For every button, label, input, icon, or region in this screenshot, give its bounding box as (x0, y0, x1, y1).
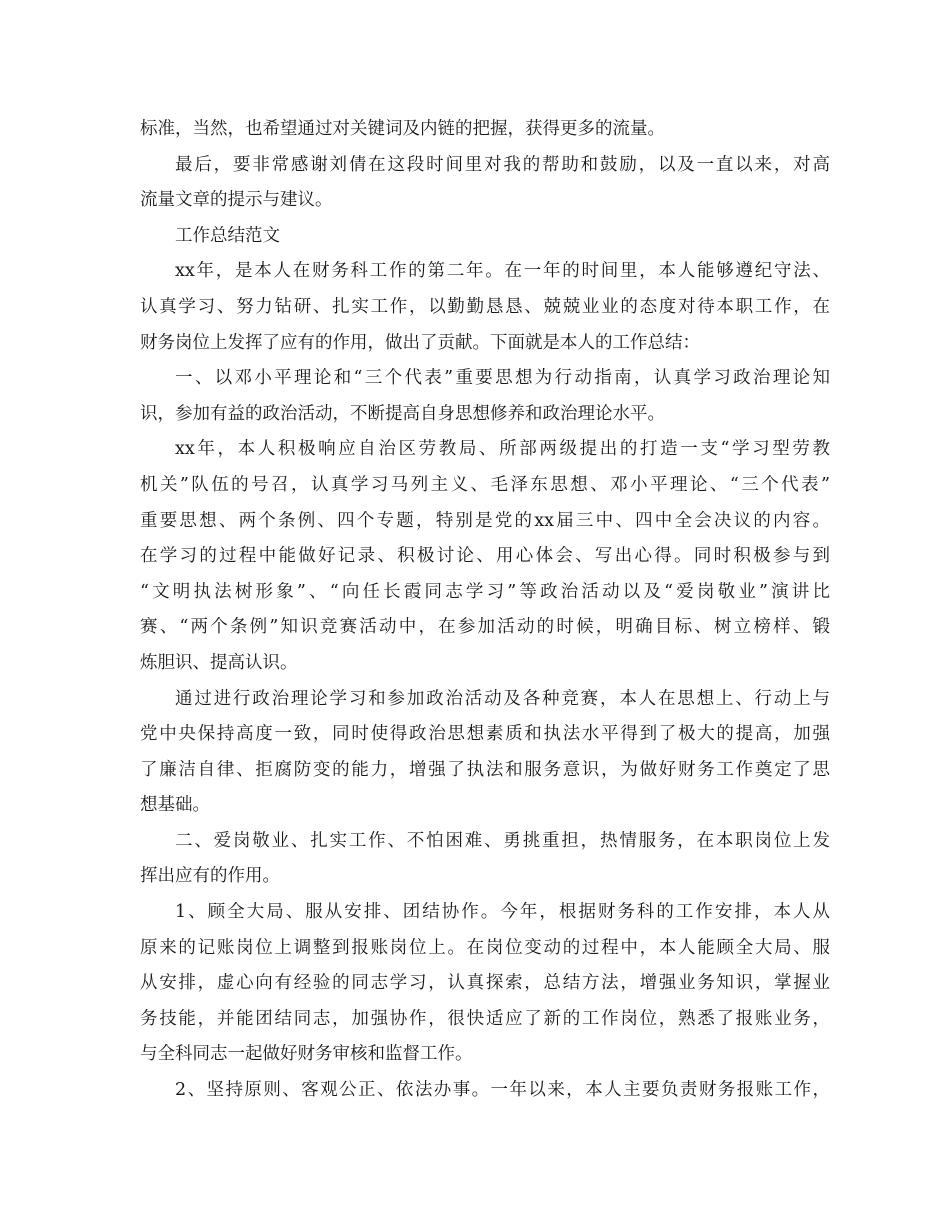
text-line: 最后，要非常感谢刘倩在这段时间里对我的帮助和鼓励，以及一直以来，对高 (175, 154, 830, 175)
text-line: 务技能，并能团结同志，加强协作，很快适应了新的工作岗位，熟悉了报账业务， (140, 1008, 830, 1029)
text-line: 通过进行政治理论学习和参加政治活动及各种竞赛，本人在思想上、行动上与 (175, 688, 830, 709)
text-line: 从安排，虚心向有经验的同志学习，认真探索，总结方法，增强业务知识，掌握业 (140, 973, 830, 994)
text-line: 在学习的过程中能做好记录、积极讨论、用心体会、写出心得。同时积极参与到 (140, 546, 830, 567)
text-line: 重要思想、两个条例、四个专题，特别是党的xx届三中、四中全会决议的内容。 (140, 510, 830, 531)
text-line: 党中央保持高度一致，同时使得政治思想素质和执法水平得到了极大的提高，加强 (140, 724, 830, 745)
text-line: 想基础。 (140, 795, 210, 816)
text-line: 2、坚持原则、客观公正、依法办事。一年以来，本人主要负责财务报账工作， (175, 1080, 830, 1101)
text-line: 与全科同志一起做好财务审核和监督工作。 (140, 1044, 473, 1065)
document-body (140, 112, 830, 1109)
text-line: 1、顾全大局、服从安排、团结协作。今年，根据财务科的工作安排，本人从 (175, 902, 830, 923)
text-line: 识，参加有益的政治活动，不断提高自身思想修养和政治理论水平。 (140, 403, 665, 424)
text-line: 流量文章的提示与建议。 (140, 190, 333, 211)
text-line: 炼胆识、提高认识。 (140, 652, 298, 673)
text-line: 二、爱岗敬业、扎实工作、不怕困难、勇挑重担，热情服务，在本职岗位上发 (175, 830, 830, 851)
text-line: 赛、“两个条例”知识竞赛活动中，在参加活动的时候，明确目标、树立榜样、锻 (140, 617, 830, 638)
text-line: 财务岗位上发挥了应有的作用，做出了贡献。下面就是本人的工作总结： (140, 332, 700, 353)
text-line: 挥出应有的作用。 (140, 866, 280, 887)
text-line: xx年，是本人在财务科工作的第二年。在一年的时间里，本人能够遵纪守法、 (175, 261, 830, 282)
text-line: xx年，本人积极响应自治区劳教局、所部两级提出的打造一支“学习型劳教 (175, 439, 830, 460)
section-heading: 工作总结范文 (175, 225, 280, 246)
text-line: 原来的记账岗位上调整到报账岗位上。在岗位变动的过程中，本人能顾全大局、服 (140, 937, 830, 958)
text-line: 标准，当然，也希望通过对关键词及内链的把握，获得更多的流量。 (140, 119, 665, 139)
text-line: 一、以邓小平理论和“三个代表”重要思想为行动指南，认真学习政治理论知 (175, 368, 830, 389)
text-line: 了廉洁自律、拒腐防变的能力，增强了执法和服务意识，为做好财务工作奠定了思 (140, 759, 830, 780)
text-line: 认真学习、努力钻研、扎实工作，以勤勤恳恳、兢兢业业的态度对待本职工作，在 (140, 296, 830, 317)
text-line: 机关”队伍的号召，认真学习马列主义、毛泽东思想、邓小平理论、“三个代表” (140, 474, 830, 495)
text-line: “文明执法树形象”、“向任长霞同志学习”等政治活动以及“爱岗敬业”演讲比 (140, 581, 830, 602)
